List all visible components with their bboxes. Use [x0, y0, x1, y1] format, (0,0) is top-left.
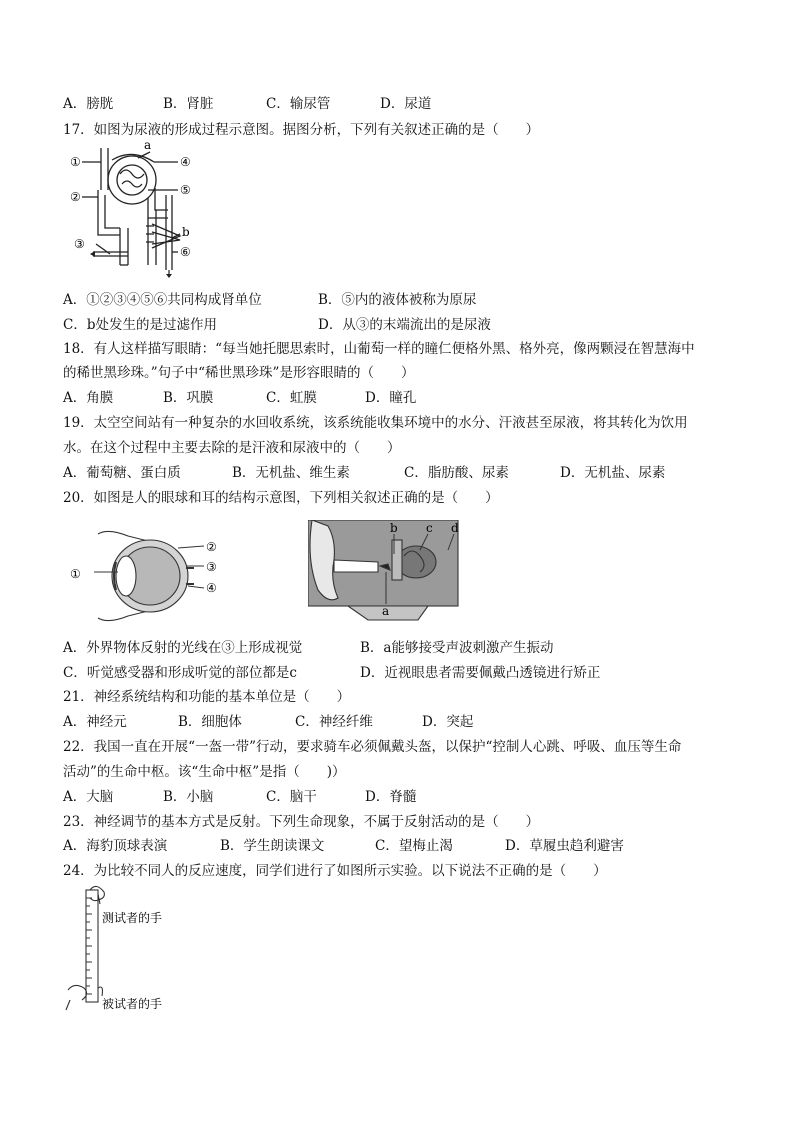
- nephron-label-4: ④: [180, 155, 191, 169]
- q16-option-c: C．输尿管: [266, 96, 331, 112]
- q20-option-a: A．外界物体反射的光线在③上形成视觉: [63, 640, 303, 656]
- ear-label-a: a: [382, 604, 390, 618]
- q19-option-a: A．葡萄糖、蛋白质: [63, 465, 181, 481]
- q18-stem-line1: 18．有人这样描写眼睛：“每当她托腮思索时，山葡萄一样的瞳仁便格外黑、格外亮，像两颗浸在智慧海中: [63, 341, 695, 357]
- eye-label-3: ③: [206, 560, 217, 574]
- q17-stem: 17．如图为尿液的形成过程示意图。据图分析，下列有关叙述正确的是（ ）: [63, 122, 540, 138]
- q17-option-b: B．⑤内的液体被称为原尿: [318, 292, 477, 308]
- q22-option-d: D．脊髓: [365, 789, 417, 805]
- q21-option-d: D．突起: [422, 714, 474, 730]
- q23-stem: 23．神经调节的基本方式是反射。下列生命现象，不属于反射活动的是（ ）: [63, 814, 540, 830]
- q19-option-c: C．脂肪酸、尿素: [404, 465, 509, 481]
- nephron-label-6: ⑥: [180, 245, 191, 259]
- q18-stem-line2: 的稀世黑珍珠。”句子中“稀世黑珍珠”是形容眼睛的（ ）: [63, 365, 415, 381]
- nephron-label-2: ②: [70, 190, 81, 204]
- ruler-experiment-diagram: [64, 884, 174, 1014]
- q20-option-b: B．a能够接受声波刺激产生振动: [360, 640, 554, 656]
- q22-option-c: C．脑干: [266, 789, 317, 805]
- nephron-label-5: ⑤: [180, 183, 191, 197]
- q17-option-c: C．b处发生的是过滤作用: [63, 317, 217, 333]
- q22-option-a: A．大脑: [63, 789, 114, 805]
- q19-option-b: B．无机盐、维生素: [232, 465, 350, 481]
- nephron-label-1: ①: [70, 155, 81, 169]
- q17-option-a: A．①②③④⑤⑥共同构成肾单位: [63, 292, 262, 308]
- q19-option-d: D．无机盐、尿素: [560, 465, 666, 481]
- nephron-diagram: [68, 140, 208, 278]
- nephron-label-a: a: [144, 140, 152, 152]
- q16-option-b: B．肾脏: [163, 96, 214, 112]
- q22-stem-line1: 22．我国一直在开展“一盔一带”行动，要求骑车必须佩戴头盔，以保护“控制人心跳、呼吸、血压等生命: [63, 739, 682, 755]
- ear-label-b: b: [390, 521, 398, 535]
- nephron-label-3: ③: [74, 237, 85, 251]
- q21-option-c: C．神经纤维: [295, 714, 373, 730]
- q19-stem-line1: 19．太空空间站有一种复杂的水回收系统，该系统能收集环境中的水分、汗液甚至尿液，将其转化为饮用: [63, 415, 688, 431]
- q21-option-a: A．神经元: [63, 714, 127, 730]
- eye-label-4: ④: [206, 581, 217, 595]
- q21-option-b: B．细胞体: [178, 714, 242, 730]
- q16-option-d: D．尿道: [380, 96, 432, 112]
- q18-option-d: D．瞳孔: [365, 390, 417, 406]
- q18-option-c: C．虹膜: [266, 390, 317, 406]
- q23-option-c: C．望梅止渴: [375, 838, 453, 854]
- q20-stem: 20．如图是人的眼球和耳的结构示意图，下列相关叙述正确的是（ ）: [63, 490, 499, 506]
- q18-option-b: B．巩膜: [163, 390, 214, 406]
- q16-option-a: A．膀胱: [63, 96, 114, 112]
- q21-stem: 21．神经系统结构和功能的基本单位是（ ）: [63, 689, 351, 705]
- nephron-label-b: b: [182, 225, 190, 239]
- q23-option-b: B．学生朗读课文: [220, 838, 325, 854]
- ear-diagram: [308, 520, 468, 630]
- q20-option-c: C．听觉感受器和形成听觉的部位都是c: [63, 665, 297, 681]
- q23-option-d: D．草履虫趋利避害: [505, 838, 624, 854]
- eye-diagram: [68, 528, 228, 624]
- q22-stem-line2: 活动”的生命中枢。该“生命中枢”是指（ )）: [63, 764, 346, 780]
- eye-label-1: ①: [70, 567, 81, 581]
- subject-hand-label: 被试者的手: [102, 997, 163, 1011]
- q20-option-d: D．近视眼患者需要佩戴凸透镜进行矫正: [360, 665, 601, 681]
- q23-option-a: A．海豹顶球表演: [63, 838, 168, 854]
- q24-stem: 24．为比较不同人的反应速度，同学们进行了如图所示实验。以下说法不正确的是（ ）: [63, 863, 607, 879]
- q22-option-b: B．小脑: [163, 789, 214, 805]
- ear-label-d: d: [451, 521, 459, 535]
- tester-hand-label: 测试者的手: [102, 911, 163, 925]
- eye-label-2: ②: [206, 540, 217, 554]
- q17-option-d: D．从③的末端流出的是尿液: [318, 317, 491, 333]
- ear-label-c: c: [426, 521, 433, 535]
- q19-stem-line2: 水。在这个过程中主要去除的是汗液和尿液中的（ ）: [63, 440, 401, 456]
- q18-option-a: A．角膜: [63, 390, 114, 406]
